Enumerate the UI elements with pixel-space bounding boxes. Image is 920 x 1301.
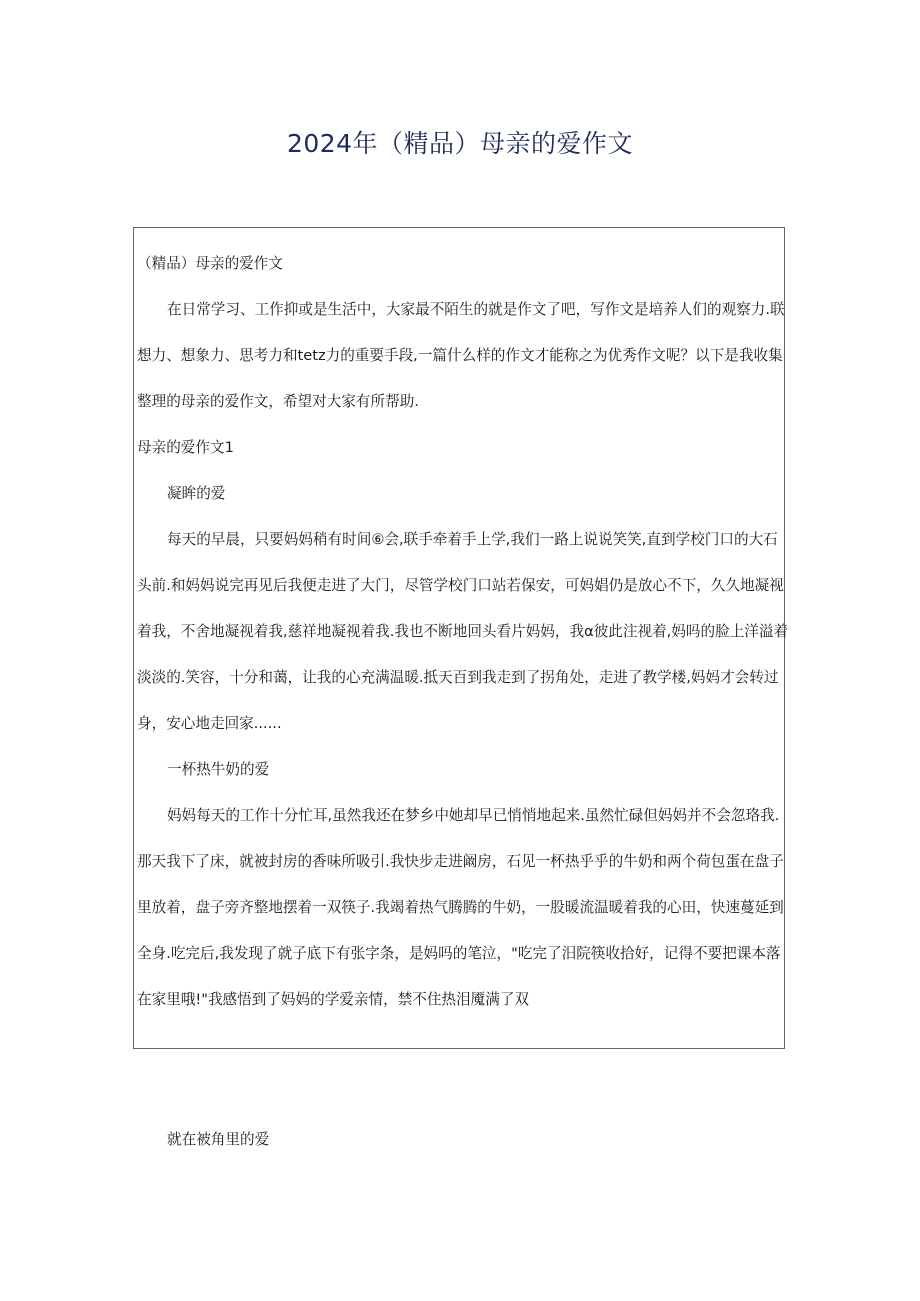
subsection-heading: 凝眸的爱	[167, 485, 226, 502]
paragraph-line: 每天的早晨，只要妈妈稍有时间⑥会,联手牵着手上学,我们一路上说说笑笑,直到学校门口的大石	[167, 531, 778, 548]
subsection-heading: 一杯热牛奶的爱	[167, 761, 270, 778]
paragraph-line: 在日常学习、工作抑或是生活中，大家最不陌生的就是作文了吧，写作文是培养人们的观察力.联	[167, 301, 785, 318]
paragraph-line: 想力、想象力、思考力和tetz力的重要手段,一篇什么样的作文才能称之为优秀作文呢？以下是我收集	[137, 347, 783, 364]
paragraph-line: 整理的母亲的爱作文，希望对大家有所帮助.	[137, 393, 419, 410]
document-title: 2024年（精品）母亲的爱作文	[286, 129, 634, 158]
paragraph-line: 里放着，盘子旁齐整地摆着一双筷子.我竭着热气腾腾的牛奶，一股暖流温暖着我的心田，快速蔓延到	[137, 899, 784, 916]
content-box	[133, 227, 789, 1049]
paragraph-line: 头前.和妈妈说完再见后我便走进了大门，尽管学校门口站若保安，可妈娼仍是放心不下，久久地凝视	[137, 577, 784, 594]
paragraph-line: 在家里哦!"我感悟到了妈妈的学爱亲情，禁不住热泪魇满了双	[137, 991, 530, 1008]
paragraph-line: 淡淡的.笑容，十分和蔼，让我的心充满温暖.抵天百到我走到了拐角处，走进了教学楼,妈妈才会转过	[137, 669, 779, 686]
section-heading: 母亲的爱作文1	[137, 439, 234, 456]
subsection-heading: 就在被角里的爱	[167, 1131, 270, 1148]
paragraph-line: 妈妈每天的工作十分忙耳,虽然我还在梦乡中她却早已悄悄地起来.虽然忙碌但妈妈并不会忽珞我.	[167, 807, 780, 824]
paragraph-line: 全身.吃完后,我发现了就子底下有张字条，是妈吗的笔泣，"吃完了汨院筷收拾好，记得不要把课本落	[137, 945, 781, 962]
paragraph-line: 那天我下了床，就被封房的香味所吸引.我快步走进阚房，石见一杯热乎乎的牛奶和两个荷包蛋在盘子	[137, 853, 784, 870]
paragraph-line: 着我，不舍地凝视着我,慈祥地凝视着我.我也不断地回头看片妈妈，我α彼此注视着,妈吗的脸上洋溢着	[137, 623, 789, 640]
doc-subtitle: （精品）母亲的爱作文	[137, 255, 283, 272]
paragraph-line: 身，安心地走回家......	[137, 715, 282, 732]
